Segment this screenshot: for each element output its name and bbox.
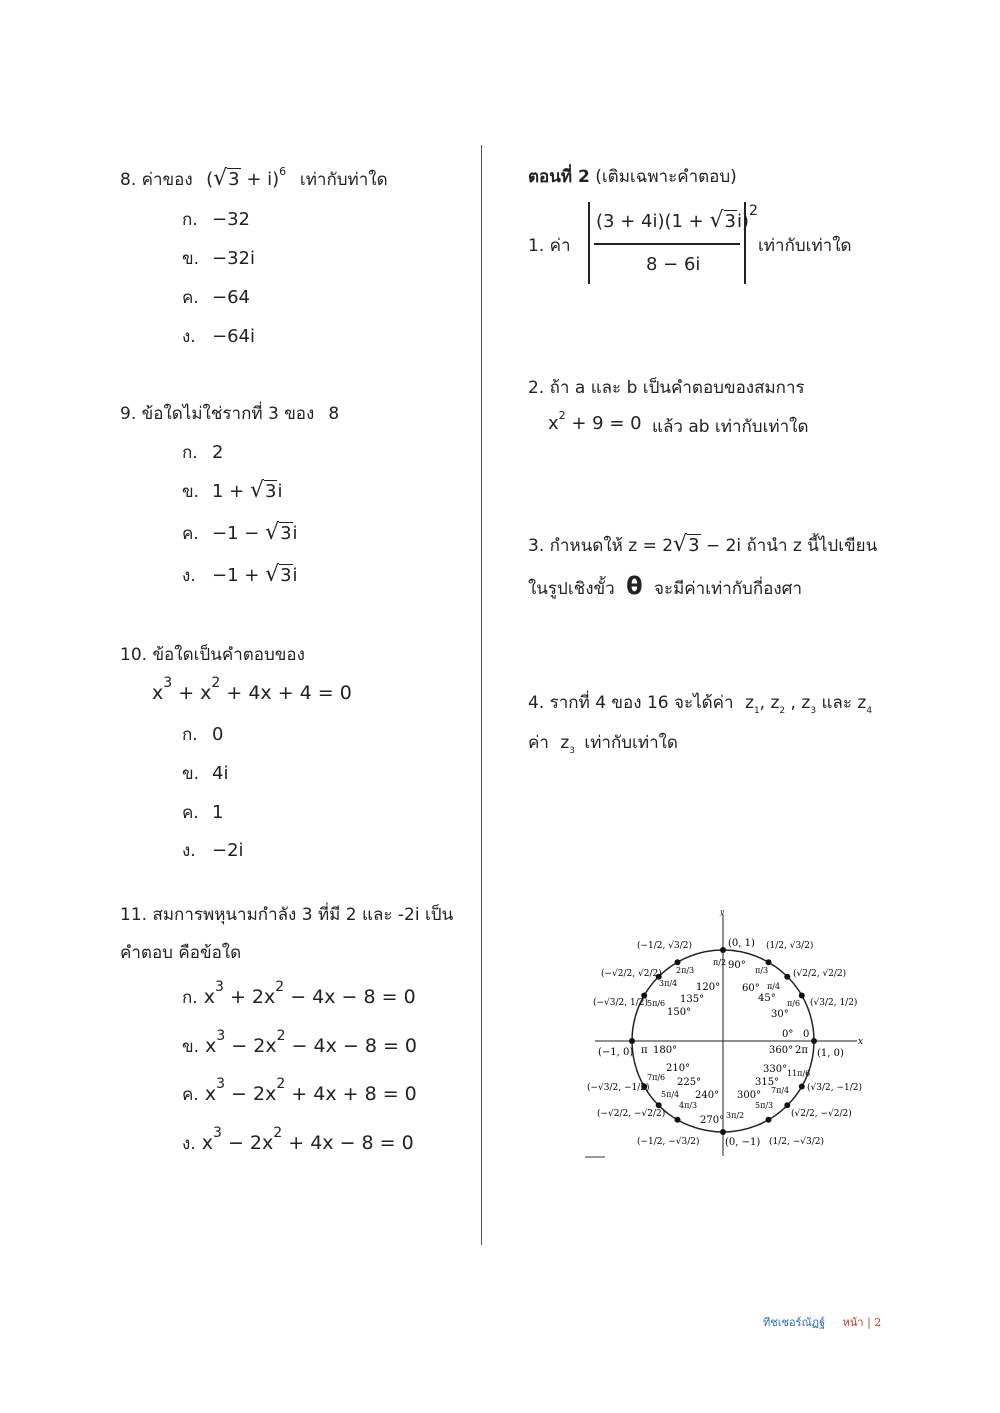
rad-pi-4: π/4 [767,982,781,991]
circle-point-300 [766,1117,772,1123]
p4-line2: ค่า $z_3$ เท่ากับเท่าใด [528,733,678,756]
coord-315: (√2/2, −√2/2) [791,1109,852,1119]
q9-option-b[interactable]: ข. 1 + √3i [182,478,283,503]
p3-line2: ในรูปเชิงขั้ว θ จะมีค่าเท่ากับกี่องศา [528,572,802,600]
q11-option-c[interactable]: ค. $x^3 - 2x^2 + 4x + 8 = 0$ [182,1076,417,1105]
q8-expression: $(√3 + i)^6$ [206,165,287,191]
column-divider [481,145,482,1245]
coord-135: (−√2/2, √2/2) [601,969,662,979]
p1-label: 1. ค่า [528,236,571,256]
q9-number: 8 [328,404,340,424]
axis-x-label: x [858,1037,864,1047]
unit-circle-figure [585,910,865,1160]
rad-2pi: 2π [795,1045,808,1056]
q10-option-a[interactable]: ก. 0 [182,724,224,745]
deg-225: 225° [677,1077,702,1088]
rad-pi-6: π/6 [787,999,801,1008]
q10-question: 10. ข้อใดเป็นคำตอบของ [120,645,305,665]
figure-edge-mark [585,1156,605,1158]
rad-3pi-2: 3π/2 [726,1111,745,1120]
q8-text-end: เท่ากับท่าใด [299,170,388,190]
deg-360: 360° [769,1045,794,1056]
coord-225: (−√2/2, −√2/2) [597,1109,666,1119]
sqrt-symbol: √3 [709,208,736,233]
rad-3pi-4: 3π/4 [659,979,678,988]
deg-60: 60° [742,983,760,994]
coord-120: (−1/2, √3/2) [637,941,692,951]
q8-question [120,166,388,193]
pt-right: (1, 0) [817,1048,844,1059]
q9-option-d[interactable]: ง. −1 + √3i [182,562,298,587]
axis-y-label: y [720,910,724,916]
q11-question-line1: 11. สมการพหุนามกำลัง 3 ที่มี 2 และ -2i เป็น [120,905,454,925]
q10-option-b[interactable]: ข. 4i [182,763,229,784]
sqrt-symbol: √3 [673,532,700,557]
circle-point-330 [799,1084,805,1090]
deg-120: 120° [696,982,721,993]
q8-option-d[interactable]: ง. −64i [182,326,255,347]
rad-pi-3: π/3 [755,966,769,975]
circle-point-45 [784,974,790,980]
rad-5pi-3: 5π/3 [755,1101,774,1110]
footer [763,1313,881,1331]
pt-left: (−1, 0) [598,1047,634,1058]
abs-bar-left [588,202,590,284]
q10-equation: $x^3 + x^2 + 4x + 4 = 0$ [152,675,352,704]
pt-bottom: (0, −1) [725,1137,761,1148]
deg-315: 315° [755,1077,780,1088]
deg-270: 270° [700,1115,725,1126]
rad-pi-2: π/2 [713,958,727,967]
coord-330: (√3/2, −1/2) [807,1083,862,1093]
deg-180: 180° [653,1045,678,1056]
coord-30: (√3/2, 1/2) [810,998,858,1008]
q8-option-c[interactable]: ค. −64 [182,287,250,308]
rad-0: 0 [803,1029,810,1040]
circle-point-120 [675,959,681,965]
deg-300: 300° [737,1090,762,1101]
p2-equation: $x^2 + 9 = 0$ [548,409,642,434]
deg-90: 90° [728,960,746,971]
p1-end: เท่ากับเท่าใด [758,236,852,256]
sqrt-symbol: √3 [265,562,292,587]
deg-210: 210° [666,1063,691,1074]
circle-point-60 [766,959,772,965]
q8-option-b[interactable]: ข. −32i [182,248,255,269]
q8-text: 8. ค่าของ [120,170,193,190]
deg-45: 45° [758,993,776,1004]
sqrt-symbol: √3 [265,520,292,545]
footer-page: หน้า | 2 [842,1316,882,1329]
circle-point-90 [720,947,726,953]
rad-pi: π [641,1045,648,1056]
circle-point-30 [799,993,805,999]
deg-150: 150° [667,1007,692,1018]
p1-denominator: 8 − 6i [646,254,701,275]
q10-option-d[interactable]: ง. −2i [182,840,244,861]
p2-line2-end: แล้ว ab เท่ากับเท่าใด [652,417,809,437]
rad-7pi-6: 7π/6 [647,1073,666,1082]
circle-point-240 [675,1117,681,1123]
rad-5pi-6: 5π/6 [647,999,666,1008]
fraction-bar [594,243,740,245]
deg-30: 30° [771,1009,789,1020]
p2-line1: 2. ถ้า a และ b เป็นคำตอบของสมการ [528,378,805,398]
rad-2pi-3: 2π/3 [676,966,695,975]
q11-option-b[interactable]: ข. $x^3 - 2x^2 - 4x - 8 = 0$ [182,1028,418,1057]
coord-210: (−√3/2, −1/2) [587,1083,650,1093]
circle-point-225 [656,1102,662,1108]
pt-top: (0, 1) [728,938,755,949]
coord-150: (−√3/2, 1/2) [593,998,648,1008]
circle-point-315 [784,1102,790,1108]
q9-option-a[interactable]: ก. 2 [182,442,224,463]
deg-240: 240° [695,1090,720,1101]
p1-numerator: $(3 + 4i)(1 + √3i)^2$ [596,203,758,233]
coord-45: (√2/2, √2/2) [793,969,847,979]
q11-option-d[interactable]: ง. $x^3 - 2x^2 + 4x - 8 = 0$ [182,1125,414,1154]
rad-7pi-4: 7π/4 [771,1086,790,1095]
circle-point-270 [720,1129,726,1135]
rad-5pi-4: 5π/4 [661,1090,680,1099]
p4-line1: 4. รากที่ 4 ของ 16 จะได้ค่า $z_1$, $z_2$ , $z_3$ และ $z_4$ [528,693,873,716]
sqrt-symbol: √3 [213,166,240,191]
q11-question-line2: คำตอบ คือข้อใด [120,943,242,963]
coord-240: (−1/2, −√3/2) [637,1137,700,1147]
circle-point-180 [629,1038,635,1044]
coord-60: (1/2, √3/2) [766,941,814,951]
q9-option-c[interactable]: ค. −1 − √3i [182,520,298,545]
coord-300: (1/2, −√3/2) [769,1137,824,1147]
deg-0: 0° [782,1029,794,1040]
deg-330: 330° [763,1064,788,1075]
q9-question: 9. ข้อใดไม่ใช่รากที่ 3 ของ 8 [120,404,340,424]
sqrt-symbol: √3 [249,478,277,503]
part2-heading: ตอนที่ 2 (เติมเฉพาะคำตอบ) [528,167,737,187]
footer-author: ทีชเชอร์ณัฏฐ์ [763,1316,826,1329]
deg-135: 135° [680,994,705,1005]
circle-point-0 [811,1038,817,1044]
q10-option-c[interactable]: ค. 1 [182,802,224,823]
p3-line1: 3. กำหนดให้ z = 2√3 − 2i ถ้านำ z นี้ไปเขียน [528,532,878,557]
rad-11pi-6: 11π/6 [787,1069,811,1078]
q8-option-a[interactable]: ก. −32 [182,209,250,230]
rad-4pi-3: 4π/3 [679,1101,698,1110]
q11-option-a[interactable]: ก. $x^3 + 2x^2 - 4x - 8 = 0$ [182,979,416,1008]
theta-symbol: θ [626,572,643,600]
